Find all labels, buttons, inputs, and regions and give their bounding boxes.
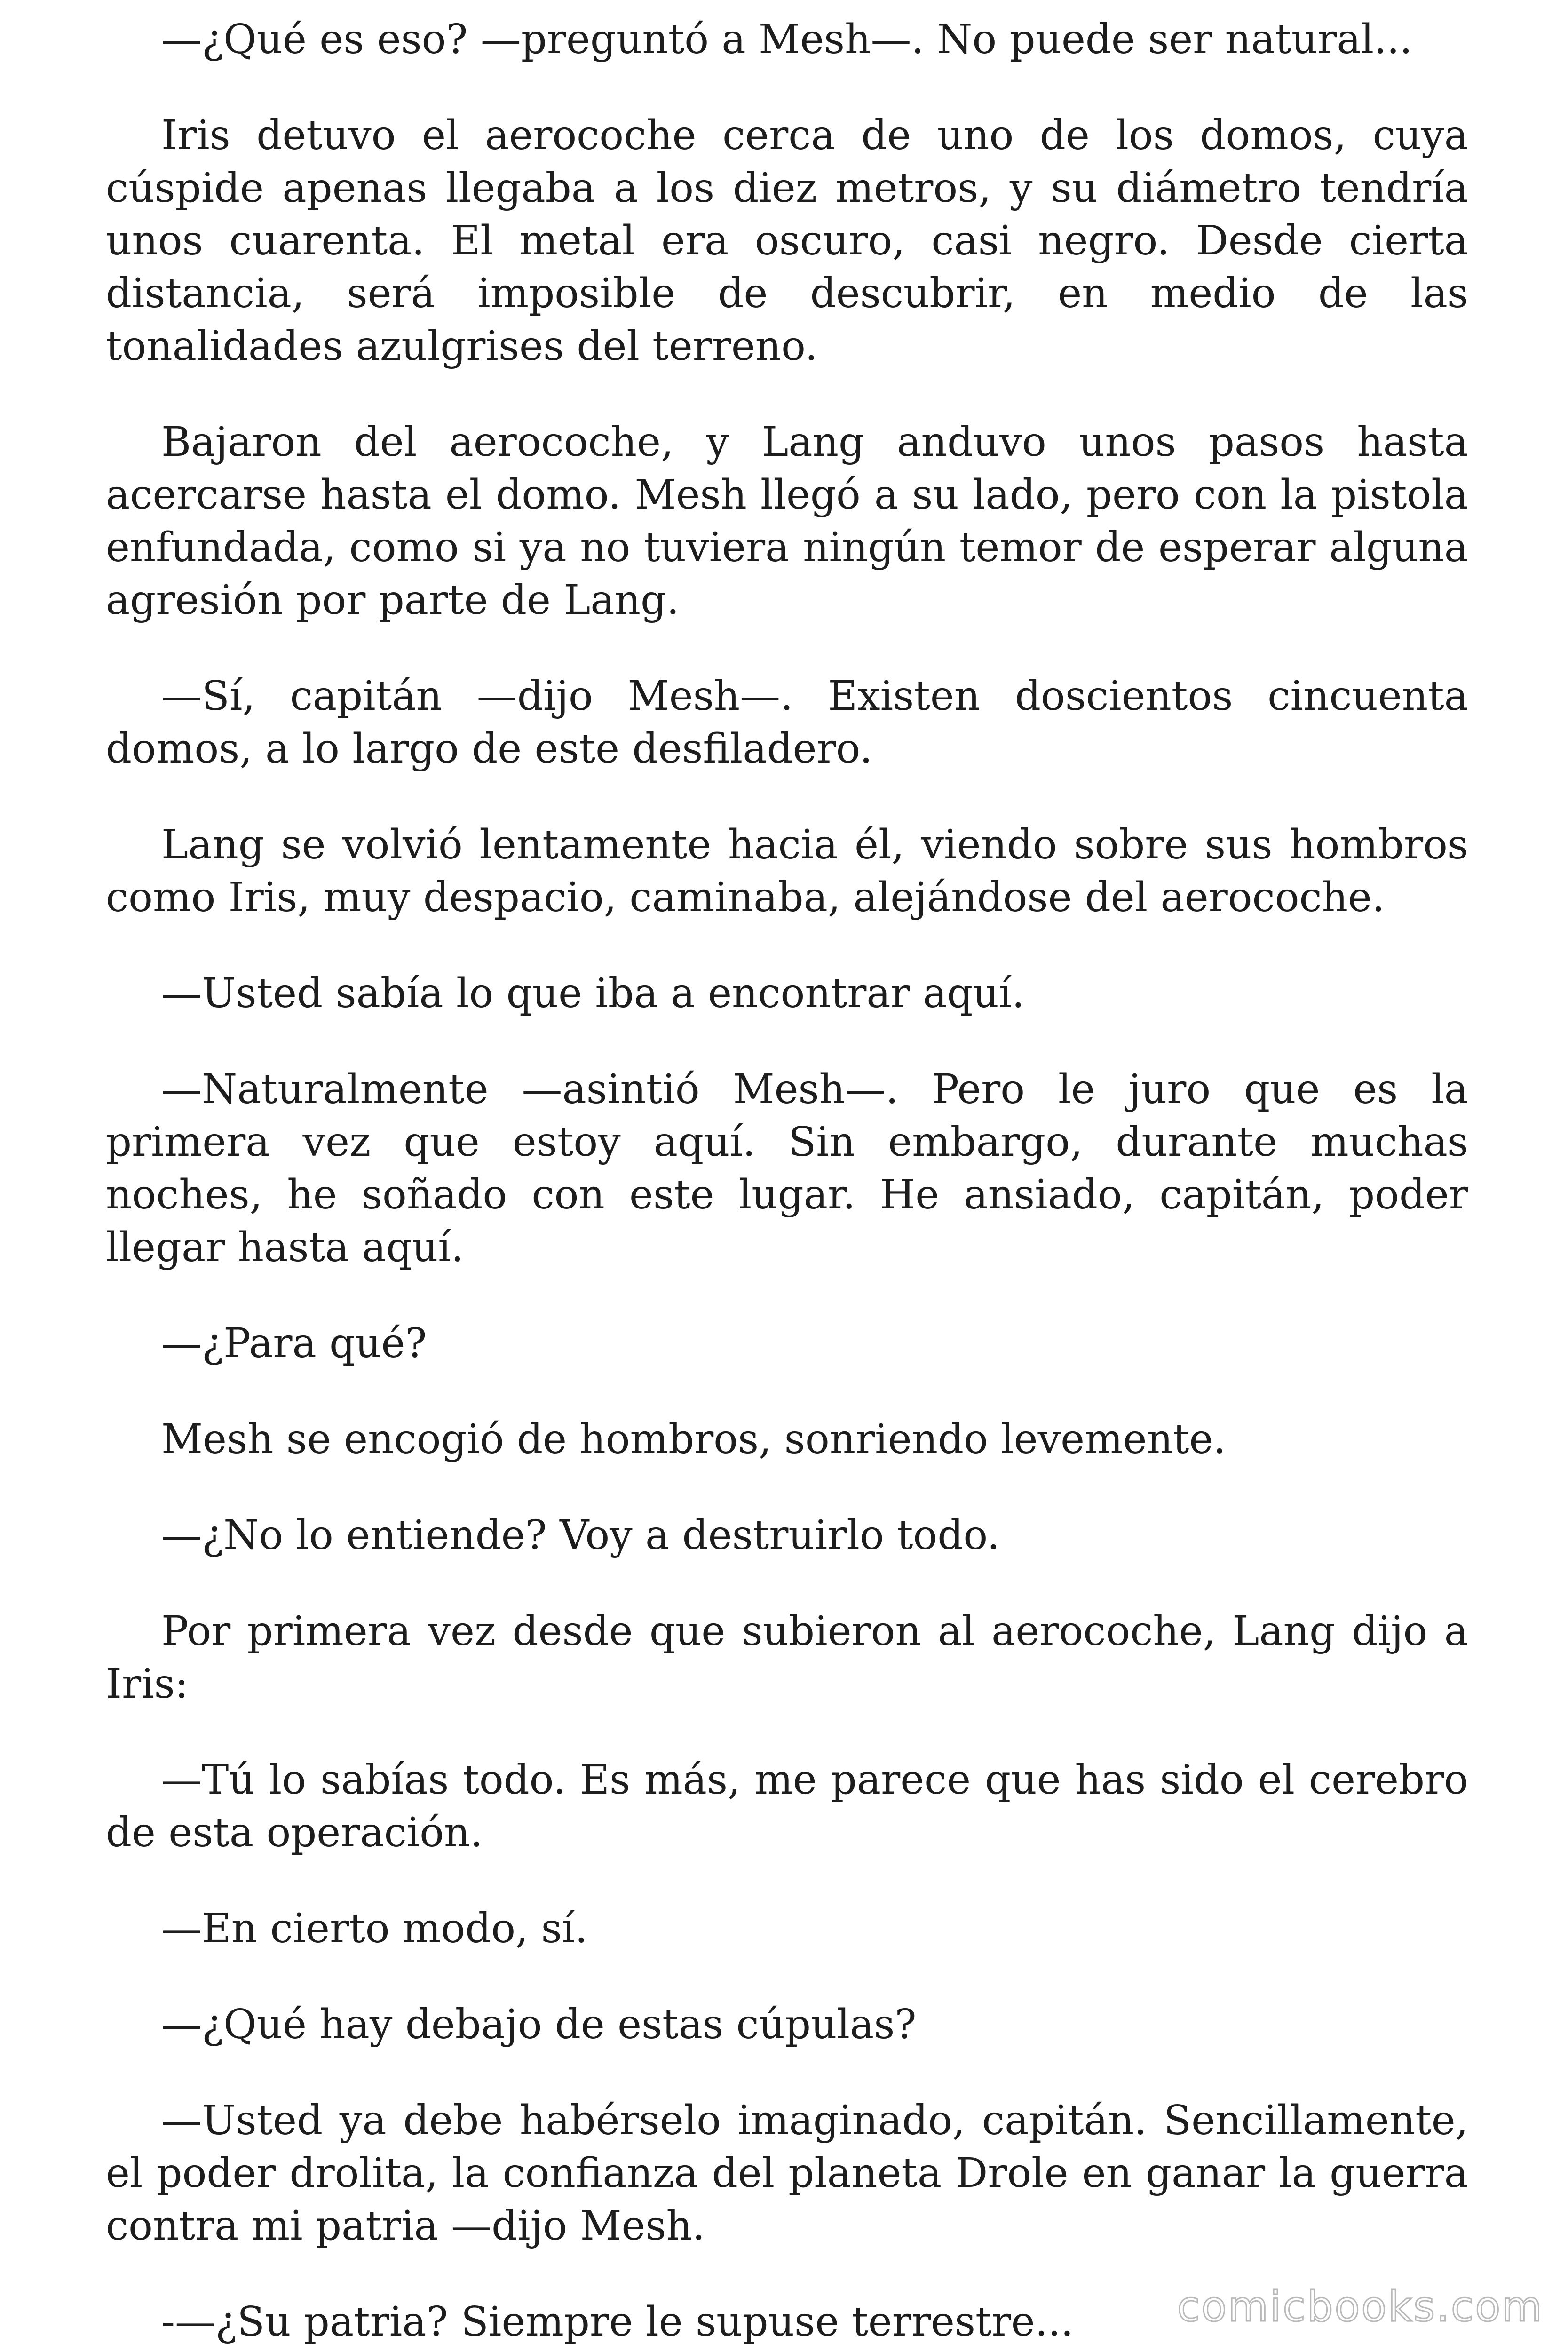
paragraph: —¿Para qué? [161,1320,427,1367]
paragraph: Lang se volvió lentamente hacia él, viendo sobre sus hombros como Iris, muy despacio, caminaba, alejándose del aerocoche. [106,821,1468,921]
watermark-logo: comicbooks.com [1177,2282,1544,2331]
paragraph: Mesh se encogió de hombros, sonriendo levemente. [161,1416,1226,1463]
paragraph: —Tú lo sabías todo. Es más, me parece que has sido el cerebro de esta operación. [106,1756,1468,1856]
paragraph: —¿Qué hay debajo de estas cúpulas? [161,2001,917,2048]
paragraph: Por primera vez desde que subieron al aerocoche, Lang dijo a Iris: [106,1608,1468,1708]
page-text [106,13,1468,2352]
paragraph: -—¿Su patria? Siempre le supuse terrestre... [161,2298,1074,2345]
paragraph: —En cierto modo, sí. [161,1905,588,1952]
paragraph: Iris detuvo el aerocoche cerca de uno de los domos, cuya cúspide apenas llegaba a los diez metros, y su diámetro tendría unos cuarenta. El metal era oscuro, casi negro. Desde cierta distancia, será imposible de descubrir, en medio de las tonalidades azulgrises del terreno. [106,112,1468,370]
paragraph: —Usted sabía lo que iba a encontrar aquí. [161,970,1025,1017]
paragraph: —¿Qué es eso? —preguntó a Mesh—. No puede ser natural... [161,16,1413,63]
paragraph: —Sí, capitán —dijo Mesh—. Existen doscientos cincuenta domos, a lo largo de este desfiladero. [106,673,1468,772]
paragraph: —Naturalmente —asintió Mesh—. Pero le juro que es la primera vez que estoy aquí. Sin embargo, durante muchas noches, he soñado con este lugar. He ansiado, capitán, poder llegar hasta aquí. [106,1066,1468,1271]
paragraph: —¿No lo entiende? Voy a destruirlo todo. [161,1512,1000,1559]
paragraph: —Usted ya debe habérselo imaginado, capitán. Sencillamente, el poder drolita, la confianza del planeta Drole en ganar la guerra contra mi patria —dijo Mesh. [106,2097,1468,2249]
paragraph: Bajaron del aerocoche, y Lang anduvo unos pasos hasta acercarse hasta el domo. Mesh llegó a su lado, pero con la pistola enfundada, como si ya no tuviera ningún temor de esperar alguna agresión por parte de Lang. [106,419,1468,624]
